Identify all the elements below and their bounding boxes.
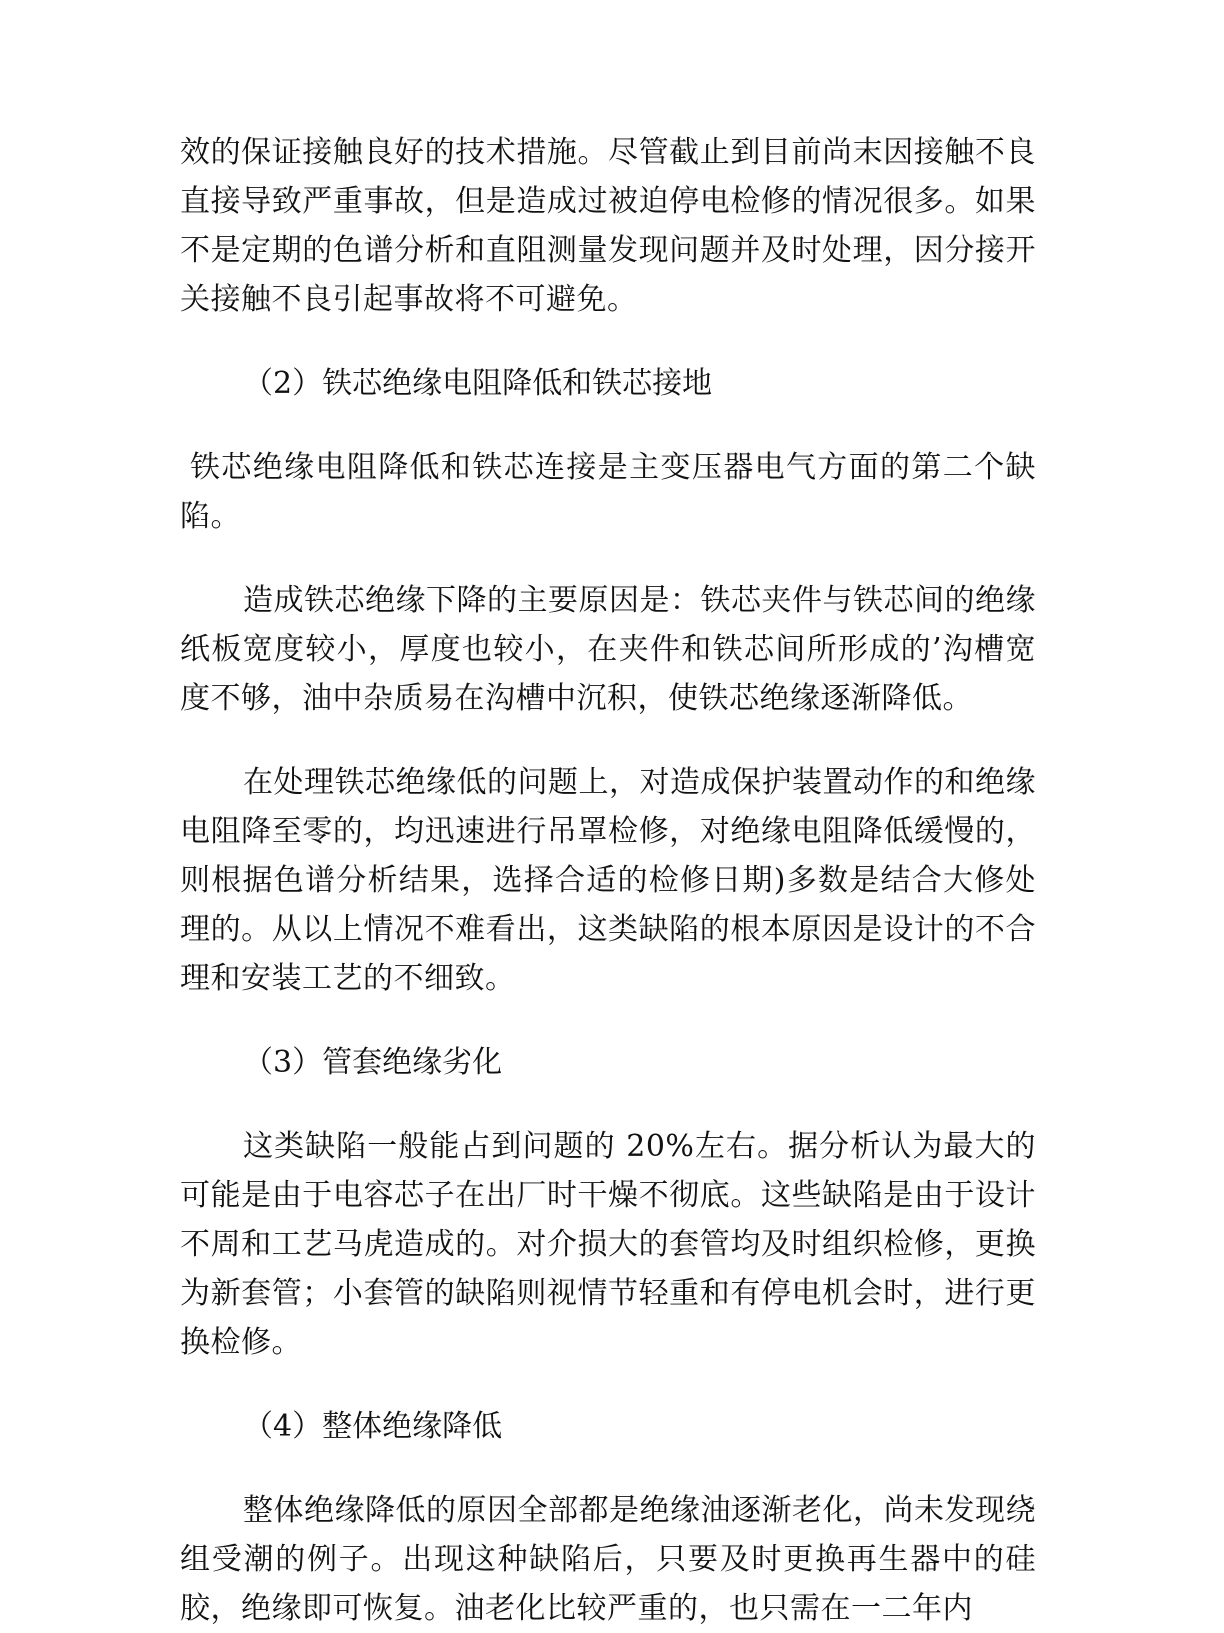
heading-bushing-insulation: （3）管套绝缘劣化 xyxy=(243,1045,503,1080)
document-page xyxy=(180,128,1036,1633)
heading-overall-insulation: （4）整体绝缘降低 xyxy=(243,1409,503,1444)
paragraph-overall-insulation: 整体绝缘降低的原因全部都是绝缘油逐渐老化，尚未发现绕组受潮的例子。出现这种缺陷后，只要及时更换再生器中的硅胶，绝缘即可恢复。油老化比较严重的，也只需在一二年内 xyxy=(180,1493,1036,1626)
paragraph-bushing-defects: 这类缺陷一般能占到问题的 20%左右。据分析认为最大的可能是由于电容芯子在出厂时干燥不彻底。这些缺陷是由于设计不周和工艺马虎造成的。对介损大的套管均及时组织检修，更换为新套管；小套管的缺陷则视情节轻重和有停电机会时，进行更换检修。 xyxy=(180,1129,1036,1360)
paragraph-core-insulation-cause: 造成铁芯绝缘下降的主要原因是：铁芯夹件与铁芯间的绝缘纸板宽度较小，厚度也较小，在夹件和铁芯间所形成的’沟槽宽度不够，油中杂质易在沟槽中沉积，使铁芯绝缘逐渐降低。 xyxy=(180,583,1036,716)
heading-iron-core-insulation: （2）铁芯绝缘电阻降低和铁芯接地 xyxy=(243,366,713,401)
paragraph-second-defect: 铁芯绝缘电阻降低和铁芯连接是主变压器电气方面的第二个缺陷。 xyxy=(180,450,1036,534)
paragraph-contact-measures: 效的保证接触良好的技术措施。尽管截止到目前尚末因接触不良直接导致严重事故，但是造成过被迫停电检修的情况很多。如果不是定期的色谱分析和直阻测量发现问题并及时处理，因分接开关接触不良引起事故将不可避免。 xyxy=(180,135,1036,317)
paragraph-core-insulation-handling: 在处理铁芯绝缘低的问题上，对造成保护装置动作的和绝缘电阻降至零的，均迅速进行吊罩检修，对绝缘电阻降低缓慢的，则根据色谱分析结果，选择合适的检修日期)多数是结合大修处理的。从以上情况不难看出，这类缺陷的根本原因是设计的不合理和安装工艺的不细致。 xyxy=(180,765,1036,996)
